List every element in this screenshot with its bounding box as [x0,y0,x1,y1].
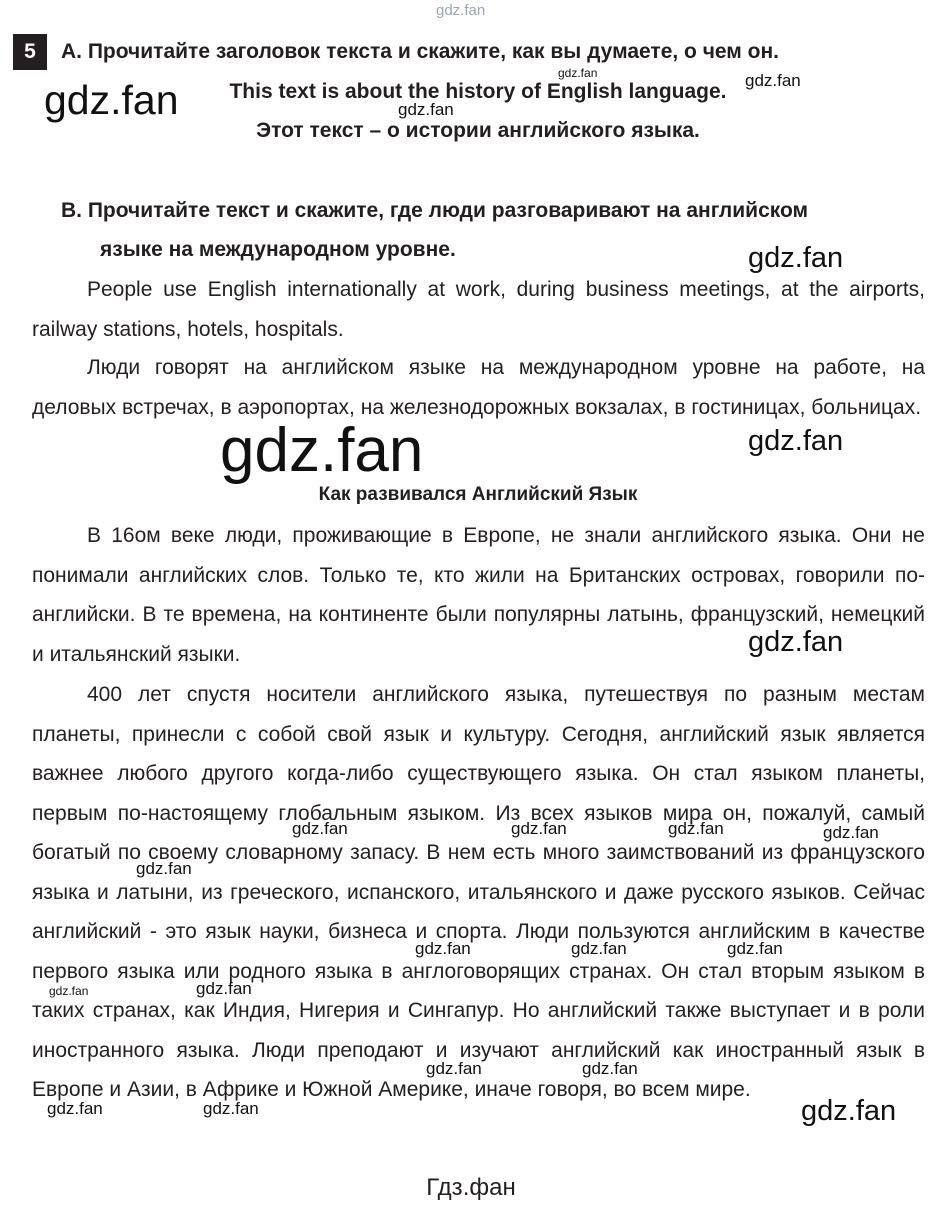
watermark-small: gdz.fan [745,71,801,90]
watermark-medium: gdz.fan [748,626,844,658]
part-b-answer-en: People use English internationally at work, during business meetings, at the airports, railway stations, hotels, hospitals. [32,278,925,341]
watermark-small: gdz.fan [398,100,454,119]
watermark-small: gdz.fan [582,1059,638,1078]
watermark-small: gdz.fan [511,819,567,838]
article-paragraph-2: 400 лет спустя носители английского языка, путешествуя по разным местам планеты, принесли с собой свой язык и культуру. Сегодня, английский язык является важнее любого другого когда-либо существующего языка. Он стал языком планеты, первым по-настоящему глобальным языком. Из всех языков мира он, пожалуй, самый богатый по своему словарному запасу. В нем есть много заимствований из французского языка и латыни, из греческого, испанского, итальянского и даже русского языков. Сейчас английский - это язык науки, бизнеса и спорта. Люди пользуются английским в качестве первого языка или родного языка в англоговорящих странах. Он стал вторым языком в таких странах, как Индия, Нигерия и Сингапур. Но английский также выступает и в роли иностранного языка. Люди преподают и изучают английский как иностранный язык в Европе и Азии, в Африке и Южной Америке, иначе говоря, во всем мире. [32,683,925,1101]
watermark-large-left: gdz.fan [44,77,179,123]
watermark-small: gdz.fan [203,1099,259,1118]
watermark-medium: gdz.fan [748,425,844,457]
watermark-small: gdz.fan [49,984,89,998]
watermark-small: gdz.fan [727,939,783,958]
part-b-instruction-line1: B. Прочитайте текст и скажите, где люди разговаривают на английском [61,199,809,222]
watermark-small: gdz.fan [571,939,627,958]
watermark-small: gdz.fan [196,979,252,998]
footer-label: Гдз.фан [426,1174,516,1201]
article-paragraph-1: В 16ом веке люди, проживающие в Европе, не знали английского языка. Они не понимали английских слов. Только те, кто жили на Британских островах, говорили по-английски. В те времена, на континенте были популярны латынь, французский, немецкий и итальянский языки. [32,524,925,666]
watermark-small: gdz.fan [292,819,348,838]
part-a-answer-en: This text is about the history of English language. [229,80,727,103]
part-b-instruction-line2: языке на международном уровне. [100,238,456,261]
watermark-small: gdz.fan [823,823,879,842]
watermark-small: gdz.fan [426,1059,482,1078]
part-a-answer-ru: Этот текст – о истории английского языка. [256,119,700,142]
watermark-extra-large: gdz.fan [220,416,424,485]
watermark-small: gdz.fan [668,819,724,838]
watermark-small: gdz.fan [47,1099,103,1118]
watermark-medium: gdz.fan [801,1095,897,1127]
watermark-medium: gdz.fan [748,242,844,274]
part-a-instruction: A. Прочитайте заголовок текста и скажите, как вы думаете, о чем он. [61,40,780,63]
article-title: Как развивался Английский Язык [318,484,638,505]
watermark-small: gdz.fan [136,859,192,878]
watermark-small: gdz.fan [415,939,471,958]
watermark-small: gdz.fan [558,66,598,80]
task-number-badge: 5 [13,34,47,70]
watermark-top: gdz.fan [436,2,486,19]
part-b-answer-ru: Люди говорят на английском языке на международном уровне на работе, на деловых встречах, в аэропортах, на железнодорожных вокзалах, в гостиницах, больницах. [32,356,925,419]
